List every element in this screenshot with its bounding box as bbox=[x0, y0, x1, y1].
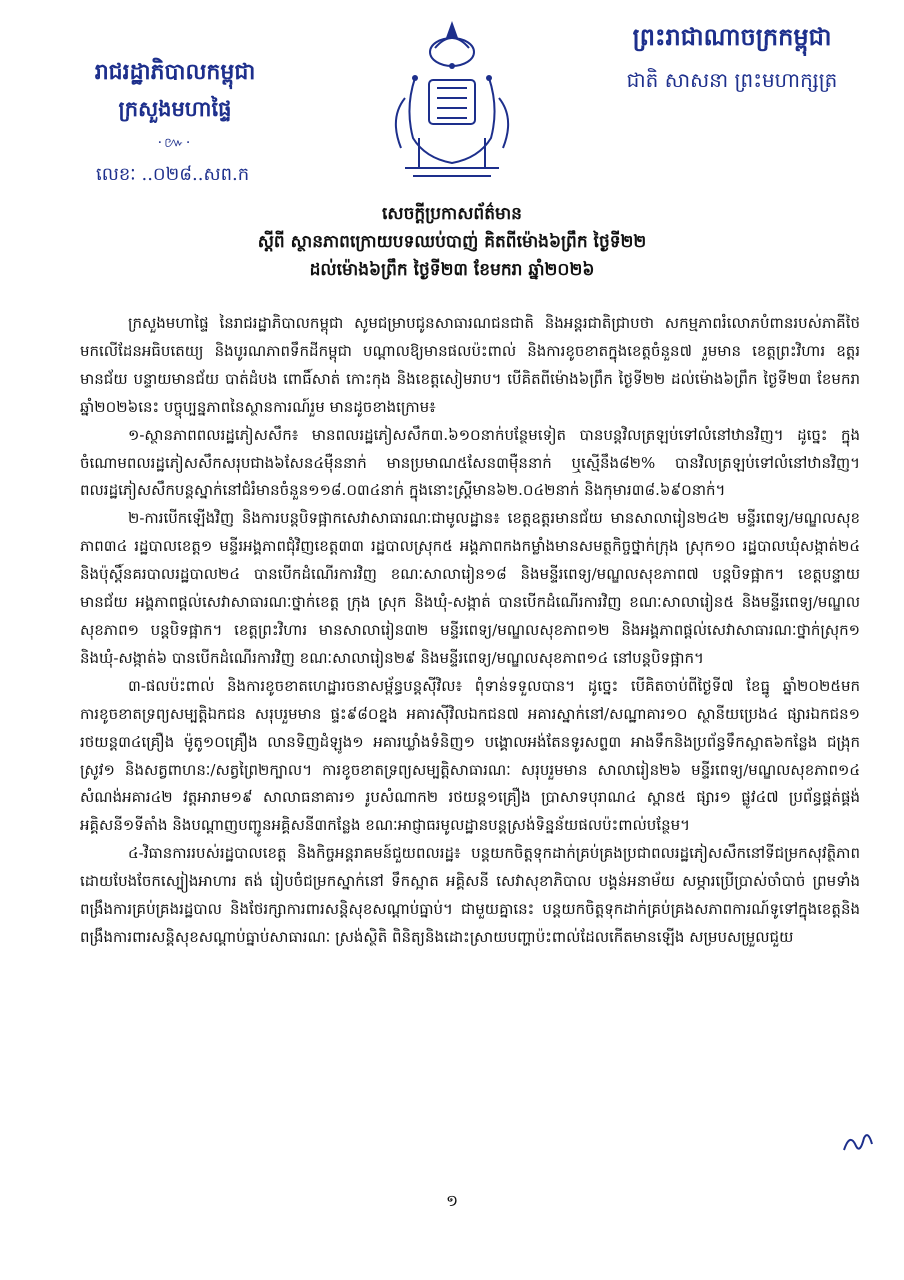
government-name: រាជរដ្ឋាភិបាលកម្ពុជា bbox=[94, 59, 256, 85]
title-line-2: ស្តីពី ស្ថានភាពក្រោយបទឈប់បាញ់ គិតពីម៉ោង៦ព្រឹក ថ្ងៃទី២២ bbox=[257, 232, 647, 252]
section-4-paragraph: ៤-វិធានការរបស់រដ្ឋបាលខេត្ត និងកិច្ចអន្តរាគមន៍ជួយពលរដ្ឋ៖ បន្តយកចិត្តទុកដាក់គ្រប់គ្រងប្រជាពលរដ្ឋភៀសសឹកនៅទីជម្រកសុវត្ថិភាព ដោយបែងចែកស្បៀងអាហារ តង់ រៀបចំជម្រកស្នាក់នៅ ទឹកស្អាត អគ្គិសនី សេវាសុខាភិបាល បង្គន់អនាម័យ សម្ភារប្រើប្រាស់ចាំបាច់ ព្រមទាំងពង្រឹងការគ្រប់គ្រងរដ្ឋបាល និងថែរក្សាការពារសន្តិសុខសណ្តាប់ធ្នាប់។ ជាមួយគ្នានេះ បន្តយកចិត្តទុកដាក់គ្រប់គ្រងសភាពការណ៍ទូទៅក្នុងខេត្តនិងពង្រឹងការពារសន្តិសុខសណ្តាប់ធ្នាប់សាធារណៈ ស្រង់ស្ថិតិ ពិនិត្យនិងដោះស្រាយបញ្ហាប៉ះពាល់ដែលកើតមានឡើង សម្របសម្រួលជួយ bbox=[80, 844, 860, 946]
coat-of-arms-icon bbox=[375, 18, 529, 188]
title-line-3: ដល់ម៉ោង៦ព្រឹក ថ្ងៃទី២៣ ខែមករា ឆ្នាំ២០២៦ bbox=[309, 260, 595, 280]
ministry-name: ក្រសួងមហាផ្ទៃ bbox=[118, 96, 232, 121]
section-2-paragraph: ២-ការបើកឡើងវិញ និងការបន្តបិទផ្អាកសេវាសាធារណៈជាមូលដ្ឋាន៖ ខេត្តឧត្តរមានជ័យ មានសាលារៀន២៤២ មន្ទីរពេទ្យ/មណ្ឌលសុខភាព៣៤ រដ្ឋបាលខេត្ត១ មន្ទីរអង្គភាពជុំវិញខេត្ត៣៣ រដ្ឋបាលស្រុក៥ អង្គភាពកងកម្លាំងមានសមត្ថកិច្ចថ្នាក់ក្រុង ស្រុក១០ រដ្ឋបាលឃុំសង្កាត់២៤ និងប៉ុស្តិ៍នគរបាលរដ្ឋបាល២៤ បានបើកដំណើរការវិញ ខណៈសាលារៀន១៨ និងមន្ទីរពេទ្យ/មណ្ឌលសុខភាព៧ បន្តបិទផ្អាក។ ខេត្តបន្ទាយមានជ័យ អង្គភាពផ្តល់សេវាសាធារណៈថ្នាក់ខេត្ត ក្រុង ស្រុក និងឃុំ-សង្កាត់ បានបើកដំណើរការវិញ ខណៈសាលារៀន៥ និងមន្ទីរពេទ្យ/មណ្ឌលសុខភាព១ បន្តបិទផ្អាក។ ខេត្តព្រះវិហារ មានសាលារៀន៣២ មន្ទីរពេទ្យ/មណ្ឌលសុខភាព១២ និងអង្គភាពផ្តល់សេវាសាធារណៈថ្នាក់ស្រុក១ និងឃុំ-សង្កាត់៦ បានបើកដំណើរការវិញ ខណៈសាលារៀន២៩ និងមន្ទីរពេទ្យ/មណ្ឌលសុខភាព១៤ នៅបន្តបិទផ្អាក។ bbox=[80, 509, 860, 667]
page-number: ១ bbox=[445, 1191, 459, 1210]
section-3-paragraph: ៣-ផលប៉ះពាល់ និងការខូចខាតហេដ្ឋារចនាសម្ព័ន្ធបន្តស៊ីវិល៖ ពុំទាន់ទទួលបាន។ ដូច្នេះ បើគិតចាប់ពីថ្ងៃទី៧ ខែធ្នូ ឆ្នាំ២០២៥មក ការខូចខាតទ្រព្យសម្បត្តិឯកជន សរុបរួមមាន ផ្ទះ៩៨០ខ្នង អគារស៊ីវិលឯកជន៧ អគារស្នាក់នៅ/សណ្ឋាគារ១០ ស្ថានីយប្រេង៤ ផ្សារឯកជន១ រថយន្ត៣៤គ្រឿង ម៉ូតូ១០គ្រឿង លានទិញដំឡូង១ អគារឃ្លាំងទំនិញ១ បង្គោលអង់តែនទូរសព្ទ៣ អាងទឹកនិងប្រព័ន្ធទឹកស្អាត៦កន្លែង ជង្រុកស្រូវ១ និងសត្វពាហនៈ/សត្វព្រៃ២ក្បាល។ ការខូចខាតទ្រព្យសម្បត្តិសាធារណៈ សរុបរួមមាន សាលារៀន២៦ មន្ទីរពេទ្យ/មណ្ឌលសុខភាព១៤ សំណង់អគារ៤២ វត្តអារាម១៩ សាលាធនាគារ១ រូបសំណាក២ រថយន្ត១គ្រឿង ប្រាសាទបុរាណ៤ ស្ពាន៥ ផ្សារ១ ផ្លូវ៤៧ ប្រព័ន្ធផ្គត់ផ្គង់អគ្គិសនី១ទីតាំង និងបណ្តាញបញ្ជូនអគ្គិសនី៣កន្លែង ខណៈអាជ្ញាធរមូលដ្ឋានបន្តស្រង់ទិន្នន័យផលប៉ះពាល់បន្ថែម។ bbox=[80, 676, 860, 835]
document-title bbox=[0, 200, 904, 284]
section-1-paragraph: ១-ស្ថានភាពពលរដ្ឋភៀសសឹក៖ មានពលរដ្ឋភៀសសឹក៣.៦១០នាក់បន្ថែមទៀត បានបន្តវិលត្រឡប់ទៅលំនៅឋានវិញ។ ដូច្នេះ ក្នុងចំណោមពលរដ្ឋភៀសសឹកសរុបជាង៦សែន៤ម៉ឺននាក់ មានប្រមាណ៥សែន៣ម៉ឺននាក់ ឬស្មើនឹង៨២% បានវិលត្រឡប់ទៅលំនៅឋានវិញ។ ពលរដ្ឋភៀសសឹកបន្តស្នាក់នៅជំរំមានចំនួន១១៨.០៣៤នាក់ ក្នុងនោះស្ត្រីមាន៦២.០៤២នាក់ និងកុមារ៣៨.៦៩០នាក់។ bbox=[80, 425, 860, 500]
document-body bbox=[80, 310, 860, 952]
initial-signature-icon bbox=[842, 1128, 876, 1158]
reference-number: លេខៈ ..០២៨..សព.ក bbox=[96, 164, 250, 185]
intro-paragraph: ក្រសួងមហាផ្ទៃ នៃរាជរដ្ឋាភិបាលកម្ពុជា សូមជម្រាបជូនសាធារណជនជាតិ និងអន្តរជាតិជ្រាបថា សកម្មភាពរំលោភបំពានរបស់ភាគីថៃ មកលើដែនអធិបតេយ្យ និងបូរណភាពទឹកដីកម្ពុជា បណ្តាលឱ្យមានផលប៉ះពាល់ និងការខូចខាតក្នុងខេត្តចំនួន៧ រួមមាន ខេត្តព្រះវិហារ ឧត្តរមានជ័យ បន្ទាយមានជ័យ បាត់ដំបង ពោធិ៍សាត់ កោះកុង និងខេត្តសៀមរាប។ បើគិតពីម៉ោង៦ព្រឹក ថ្ងៃទី២២ ដល់ម៉ោង៦ព្រឹក ថ្ងៃទី២៣ ខែមករា ឆ្នាំ២០២៦នេះ បច្ចុប្បន្នភាពនៃស្ថានការណ៍រួម មានដូចខាងក្រោម៖ bbox=[80, 314, 860, 416]
issuer-block bbox=[50, 58, 300, 189]
national-motto: ជាតិ សាសនា ព្រះមហាក្សត្រ bbox=[626, 68, 838, 92]
ornament-divider: ·៚· bbox=[157, 135, 193, 151]
kingdom-name: ព្រះរាជាណាចក្រកម្ពុជា bbox=[632, 22, 832, 51]
title-line-1: សេចក្តីប្រកាសព័ត៌មាន bbox=[382, 204, 522, 224]
kingdom-block bbox=[592, 22, 872, 97]
